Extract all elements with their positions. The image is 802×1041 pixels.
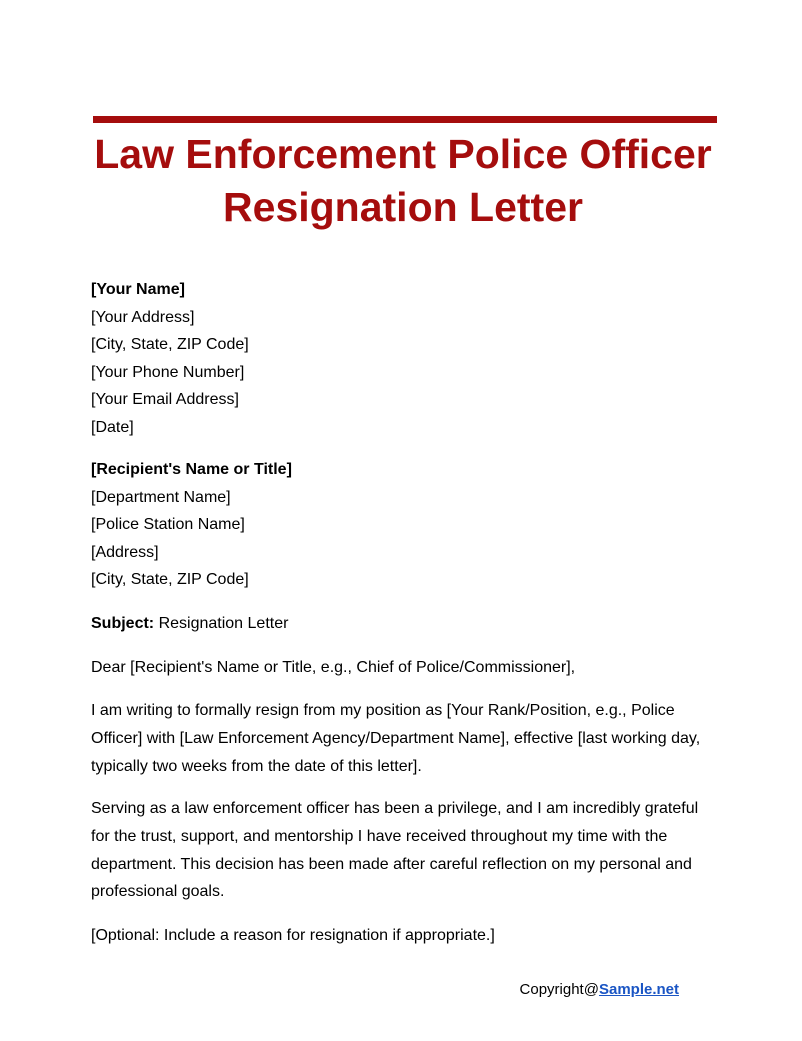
body-paragraph-3: [Optional: Include a reason for resignation if appropriate.] xyxy=(91,927,495,944)
recipient-block xyxy=(91,456,711,594)
recipient-department: [Department Name] xyxy=(91,488,231,506)
document-title xyxy=(0,128,802,234)
title-line-2: Resignation Letter xyxy=(223,184,583,230)
subject-text: Resignation Letter xyxy=(158,615,289,632)
copyright-label: Copyright@ xyxy=(519,981,599,998)
sender-city-state-zip: [City, State, ZIP Code] xyxy=(91,336,249,354)
recipient-address: [Address] xyxy=(91,543,159,561)
recipient-station: [Police Station Name] xyxy=(91,516,245,534)
title-line-1: Law Enforcement Police Officer xyxy=(94,131,712,177)
copyright-footer xyxy=(520,980,679,1000)
recipient-city-state-zip: [City, State, ZIP Code] xyxy=(91,571,249,589)
sender-phone: [Your Phone Number] xyxy=(91,363,245,381)
sender-email: [Your Email Address] xyxy=(91,391,239,409)
sender-block xyxy=(91,276,711,442)
body-paragraph-1: I am writing to formally resign from my position as [Your Rank/Position, e.g., Police Officer] with [Law Enforcement Agency/Department Name], effective [last working day, typically two weeks from the date of this letter]. xyxy=(91,702,701,775)
sample-net-link[interactable]: Sample.net xyxy=(598,981,679,998)
greeting: Dear [Recipient's Name or Title, e.g., Chief of Police/Commissioner], xyxy=(91,659,576,676)
recipient-name: [Recipient's Name or Title] xyxy=(91,461,292,478)
letter-date: [Date] xyxy=(91,418,134,436)
subject-label: Subject: xyxy=(91,615,155,632)
sender-name: [Your Name] xyxy=(91,281,185,298)
subject-line xyxy=(91,610,711,638)
body-paragraph-2: Serving as a law enforcement officer has been a privilege, and I am incredibly grateful for the trust, support, and mentorship I have received throughout my time with the department. This decision has been made after careful reflection on my personal and professional goals. xyxy=(91,800,699,901)
sender-address: [Your Address] xyxy=(91,308,195,326)
title-top-rule xyxy=(93,116,717,123)
